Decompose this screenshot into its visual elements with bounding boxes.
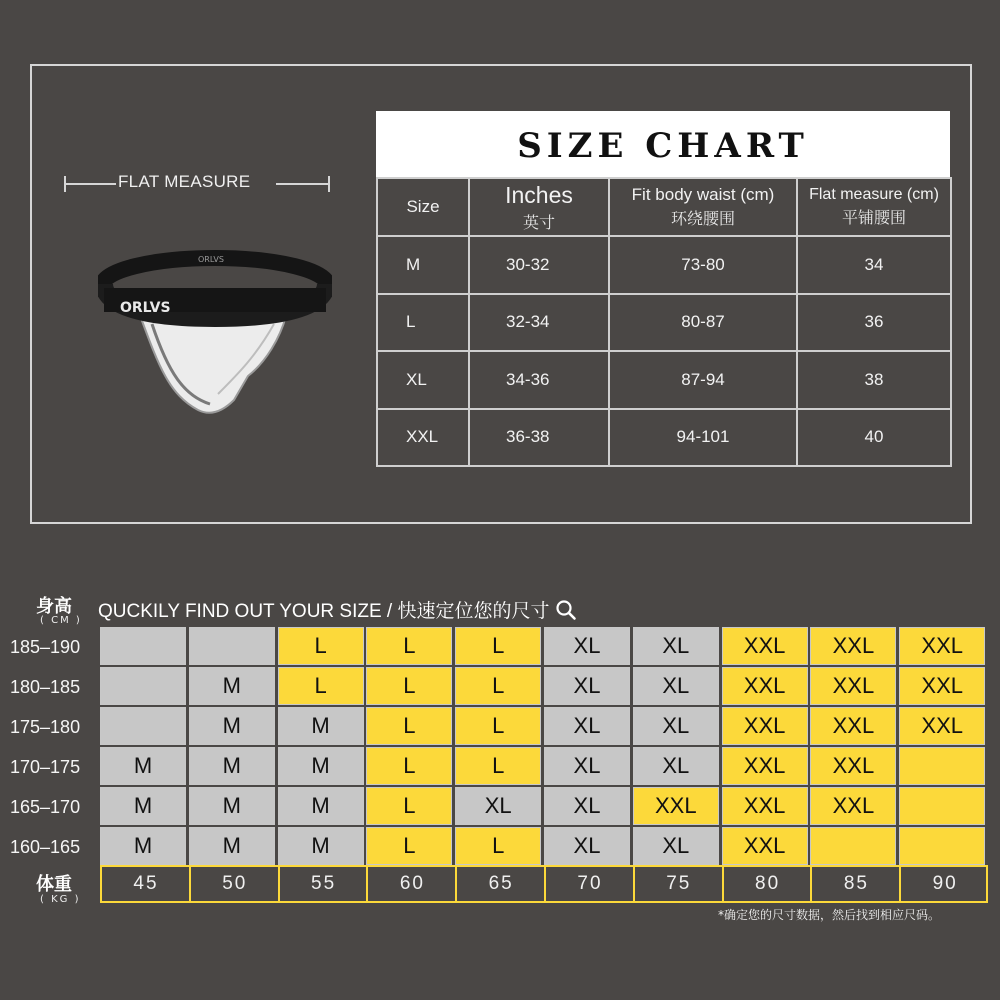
cell-fit: 73-80 — [609, 236, 797, 293]
grid-row — [100, 747, 988, 787]
size-cell: XL — [544, 827, 630, 865]
weight-separator — [722, 867, 724, 901]
size-row — [377, 409, 951, 466]
weight-value: 75 — [666, 873, 692, 894]
size-cell: XXL — [722, 747, 808, 785]
grid-row — [100, 787, 988, 827]
weight-value: 55 — [311, 873, 337, 894]
size-cell: XXL — [899, 707, 985, 745]
cell-inches: 34-36 — [469, 351, 609, 408]
size-cell: XL — [633, 707, 719, 745]
size-cell: XXL — [899, 667, 985, 705]
size-cell: M — [189, 707, 275, 745]
size-chart — [376, 111, 950, 467]
size-cell: L — [455, 627, 541, 665]
size-cell: M — [100, 747, 186, 785]
right-tick — [328, 176, 330, 192]
right-line — [276, 183, 330, 185]
weight-separator — [366, 867, 368, 901]
grid-row — [100, 627, 988, 667]
weight-value: 65 — [488, 873, 514, 894]
grid-row — [100, 667, 988, 707]
cell-fit: 80-87 — [609, 294, 797, 351]
height-range-label: 185–190 — [10, 636, 81, 657]
size-cell — [100, 667, 186, 705]
weight-separator — [455, 867, 457, 901]
size-cell: XXL — [810, 707, 896, 745]
grid-row — [100, 827, 988, 867]
size-cell — [189, 627, 275, 665]
finder-headline — [98, 596, 577, 623]
height-label: 身高 — [36, 596, 72, 617]
size-cell: M — [189, 747, 275, 785]
weight-separator — [899, 867, 901, 901]
height-range-label: 170–175 — [10, 756, 81, 777]
flat-measure-indicator — [64, 172, 330, 196]
header-fit-waist: Fit body waist (cm) 环绕腰围 — [609, 178, 797, 236]
size-chart-title: SIZE CHART — [376, 111, 950, 177]
size-cell: M — [100, 827, 186, 865]
size-cell: XL — [455, 787, 541, 825]
size-cell: XXL — [810, 627, 896, 665]
size-cell — [810, 827, 896, 865]
size-cell: L — [366, 747, 452, 785]
size-row — [377, 294, 951, 351]
size-cell: XL — [633, 667, 719, 705]
size-cell: M — [278, 707, 364, 745]
size-cell: XL — [544, 707, 630, 745]
grid-row — [100, 707, 988, 747]
top-brand-text: ORLVS — [198, 255, 224, 264]
size-cell: L — [366, 707, 452, 745]
jockstrap-illustration — [98, 244, 332, 416]
size-cell: M — [189, 827, 275, 865]
size-row — [377, 351, 951, 408]
weight-value: 80 — [755, 873, 781, 894]
size-cell: M — [189, 667, 275, 705]
weight-value: 45 — [133, 873, 159, 894]
size-cell: M — [278, 827, 364, 865]
height-range-label: 165–170 — [10, 796, 81, 817]
cell-size: L — [377, 294, 469, 351]
cell-flat: 38 — [797, 351, 951, 408]
size-cell: M — [189, 787, 275, 825]
size-cell: L — [278, 667, 364, 705]
cell-size: XL — [377, 351, 469, 408]
size-cell: XXL — [899, 627, 985, 665]
height-unit: ( CM ) — [40, 615, 82, 626]
cell-inches: 30-32 — [469, 236, 609, 293]
left-line — [64, 183, 116, 185]
flat-measure-label: FLAT MEASURE — [118, 172, 251, 191]
weight-scale — [100, 865, 988, 903]
size-cell: XL — [633, 747, 719, 785]
size-chart-table — [376, 177, 952, 467]
weight-value: 90 — [932, 873, 958, 894]
cell-inches: 32-34 — [469, 294, 609, 351]
weight-separator — [278, 867, 280, 901]
size-cell: L — [455, 827, 541, 865]
search-icon — [555, 599, 577, 621]
size-cell: XL — [633, 827, 719, 865]
size-cell: L — [278, 627, 364, 665]
cell-size: M — [377, 236, 469, 293]
size-cell: M — [278, 747, 364, 785]
height-range-label: 175–180 — [10, 716, 81, 737]
size-cell: L — [455, 747, 541, 785]
size-chart-header-row — [377, 178, 951, 236]
size-cell: XXL — [810, 787, 896, 825]
size-cell — [100, 627, 186, 665]
size-cell: L — [455, 707, 541, 745]
weight-separator — [633, 867, 635, 901]
header-flat-measure: Flat measure (cm) 平铺腰围 — [797, 178, 951, 236]
size-cell: XXL — [722, 827, 808, 865]
weight-label: 体重 — [36, 874, 72, 895]
weight-value: 60 — [399, 873, 425, 894]
size-cell: XL — [633, 627, 719, 665]
footnote: *确定您的尺寸数据，然后找到相应尺码。 — [718, 908, 941, 922]
header-size: Size — [377, 178, 469, 236]
size-cell: XL — [544, 667, 630, 705]
header-inches: Inches 英寸 — [469, 178, 609, 236]
finder-headline-text: QUCKILY FIND OUT YOUR SIZE / 快速定位您的尺寸 — [98, 601, 550, 622]
cell-flat: 34 — [797, 236, 951, 293]
band-brand-text: ORLVS — [120, 300, 171, 316]
size-cell: XL — [544, 787, 630, 825]
weight-separator — [810, 867, 812, 901]
cell-inches: 36-38 — [469, 409, 609, 466]
size-cell: L — [366, 667, 452, 705]
size-cell — [899, 747, 985, 785]
size-cell: XL — [544, 627, 630, 665]
weight-separator — [544, 867, 546, 901]
cell-size: XXL — [377, 409, 469, 466]
size-cell: XXL — [722, 787, 808, 825]
weight-separator — [189, 867, 191, 901]
cell-fit: 87-94 — [609, 351, 797, 408]
size-cell: XXL — [810, 747, 896, 785]
size-cell — [899, 787, 985, 825]
weight-value: 70 — [577, 873, 603, 894]
size-cell: L — [366, 827, 452, 865]
weight-value: 85 — [843, 873, 869, 894]
size-cell: M — [278, 787, 364, 825]
size-cell: L — [366, 787, 452, 825]
size-cell: XXL — [633, 787, 719, 825]
size-row — [377, 236, 951, 293]
size-cell: M — [100, 787, 186, 825]
size-cell: XL — [544, 747, 630, 785]
size-cell — [899, 827, 985, 865]
height-range-label: 160–165 — [10, 836, 81, 857]
cell-flat: 36 — [797, 294, 951, 351]
weight-unit: ( KG ) — [40, 894, 81, 905]
height-range-label: 180–185 — [10, 676, 81, 697]
size-cell: L — [455, 667, 541, 705]
size-cell: XXL — [810, 667, 896, 705]
size-cell: XXL — [722, 627, 808, 665]
product-image — [98, 244, 332, 416]
size-cell: XXL — [722, 667, 808, 705]
cell-fit: 94-101 — [609, 409, 797, 466]
cell-flat: 40 — [797, 409, 951, 466]
weight-value: 50 — [222, 873, 248, 894]
size-cell — [100, 707, 186, 745]
size-cell: L — [366, 627, 452, 665]
size-cell: XXL — [722, 707, 808, 745]
